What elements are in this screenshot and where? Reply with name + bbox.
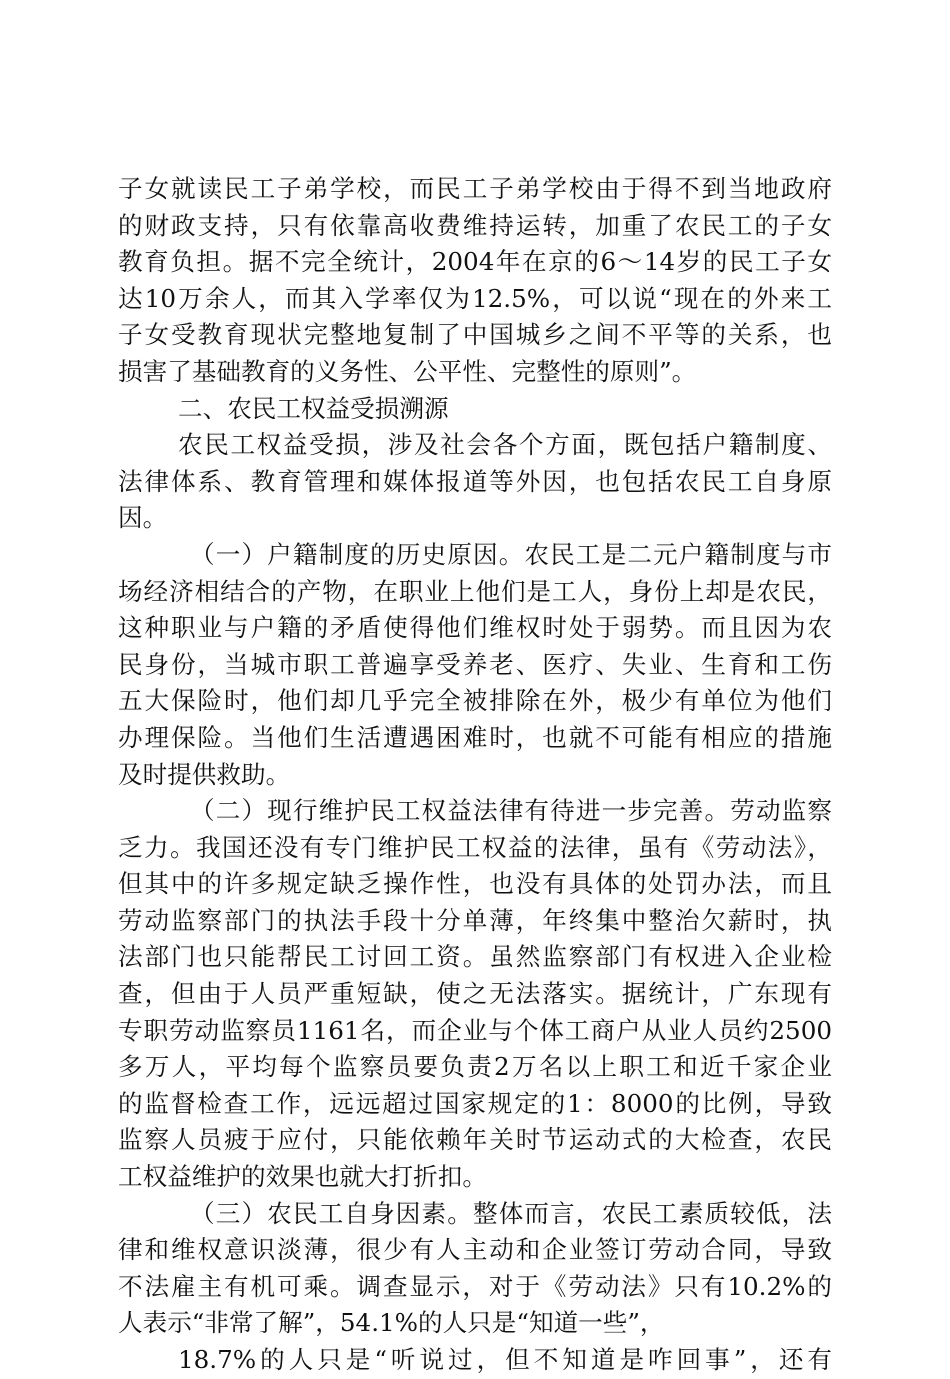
text-line: 这种职业与户籍的矛盾使得他们维权时处于弱势。而且因为农 [118, 613, 832, 643]
text-line: 但其中的许多规定缺乏操作性，也没有具体的处罚办法，而且 [118, 869, 832, 899]
text-line: 人表示“非常了解”，54.1%的人只是“知道一些”， [118, 1308, 665, 1338]
text-line: 多万人，平均每个监察员要负责2万名以上职工和近千家企业 [118, 1052, 832, 1082]
text-line: 法部门也只能帮民工讨回工资。虽然监察部门有权进入企业检 [118, 942, 832, 972]
text-line: 民身份，当城市职工普遍享受养老、医疗、失业、生育和工伤 [118, 649, 832, 679]
text-line: 达10万余人，而其入学率仅为12.5%，可以说“现在的外来工 [118, 283, 832, 313]
text-line: 因。 [118, 503, 168, 533]
text-line: 查，但由于人员严重短缺，使之无法落实。据统计，广东现有 [118, 979, 832, 1009]
text-line: 二、农民工权益受损溯源 [178, 393, 449, 423]
text-line: 工权益维护的效果也就大打折扣。 [118, 1162, 487, 1192]
text-line: 办理保险。当他们生活遭遇困难时，也就不可能有相应的措施 [118, 722, 832, 752]
text-line: 18.7%的人只是“听说过，但不知道是咋回事”，还有 [178, 1345, 832, 1374]
text-line: 子女就读民工子弟学校，而民工子弟学校由于得不到当地政府 [118, 174, 832, 203]
text-line: （一）户籍制度的历史原因。农民工是二元户籍制度与市 [190, 539, 832, 569]
text-line: 子女受教育现状完整地复制了中国城乡之间不平等的关系，也 [118, 320, 832, 350]
text-line: 农民工权益受损，涉及社会各个方面，既包括户籍制度、 [178, 430, 832, 460]
text-line: 法律体系、教育管理和媒体报道等外因，也包括农民工自身原 [118, 466, 832, 496]
text-line: 律和维权意识淡薄，很少有人主动和企业签订劳动合同，导致 [118, 1235, 832, 1265]
text-line: 的监督检查工作，远远超过国家规定的1：8000的比例，导致 [118, 1088, 832, 1118]
text-line: 监察人员疲于应付，只能依赖年关时节运动式的大检查，农民 [118, 1125, 832, 1155]
text-line: （三）农民工自身因素。整体而言，农民工素质较低，法 [190, 1198, 832, 1228]
text-line: 劳动监察部门的执法手段十分单薄，年终集中整治欠薪时，执 [118, 905, 832, 935]
body-text [118, 171, 832, 1379]
text-line: 不法雇主有机可乘。调查显示，对于《劳动法》只有10.2%的 [118, 1271, 832, 1301]
text-line: 场经济相结合的产物，在职业上他们是工人，身份上却是农民， [118, 576, 832, 606]
text-line: （二）现行维护民工权益法律有待进一步完善。劳动监察 [190, 796, 832, 826]
text-line: 专职劳动监察员1161名，而企业与个体工商户从业人员约2500 [118, 1015, 832, 1045]
text-line: 的财政支持，只有依靠高收费维持运转，加重了农民工的子女 [118, 210, 832, 240]
text-line: 教育负担。据不完全统计，2004年在京的6～14岁的民工子女 [118, 247, 832, 277]
text-line: 及时提供救助。 [118, 759, 291, 789]
text-line: 损害了基础教育的义务性、公平性、完整性的原则”。 [118, 356, 697, 386]
text-line: 乏力。我国还没有专门维护民工权益的法律，虽有《劳动法》， [118, 832, 832, 862]
text-line: 五大保险时，他们却几乎完全被排除在外，极少有单位为他们 [118, 686, 832, 716]
